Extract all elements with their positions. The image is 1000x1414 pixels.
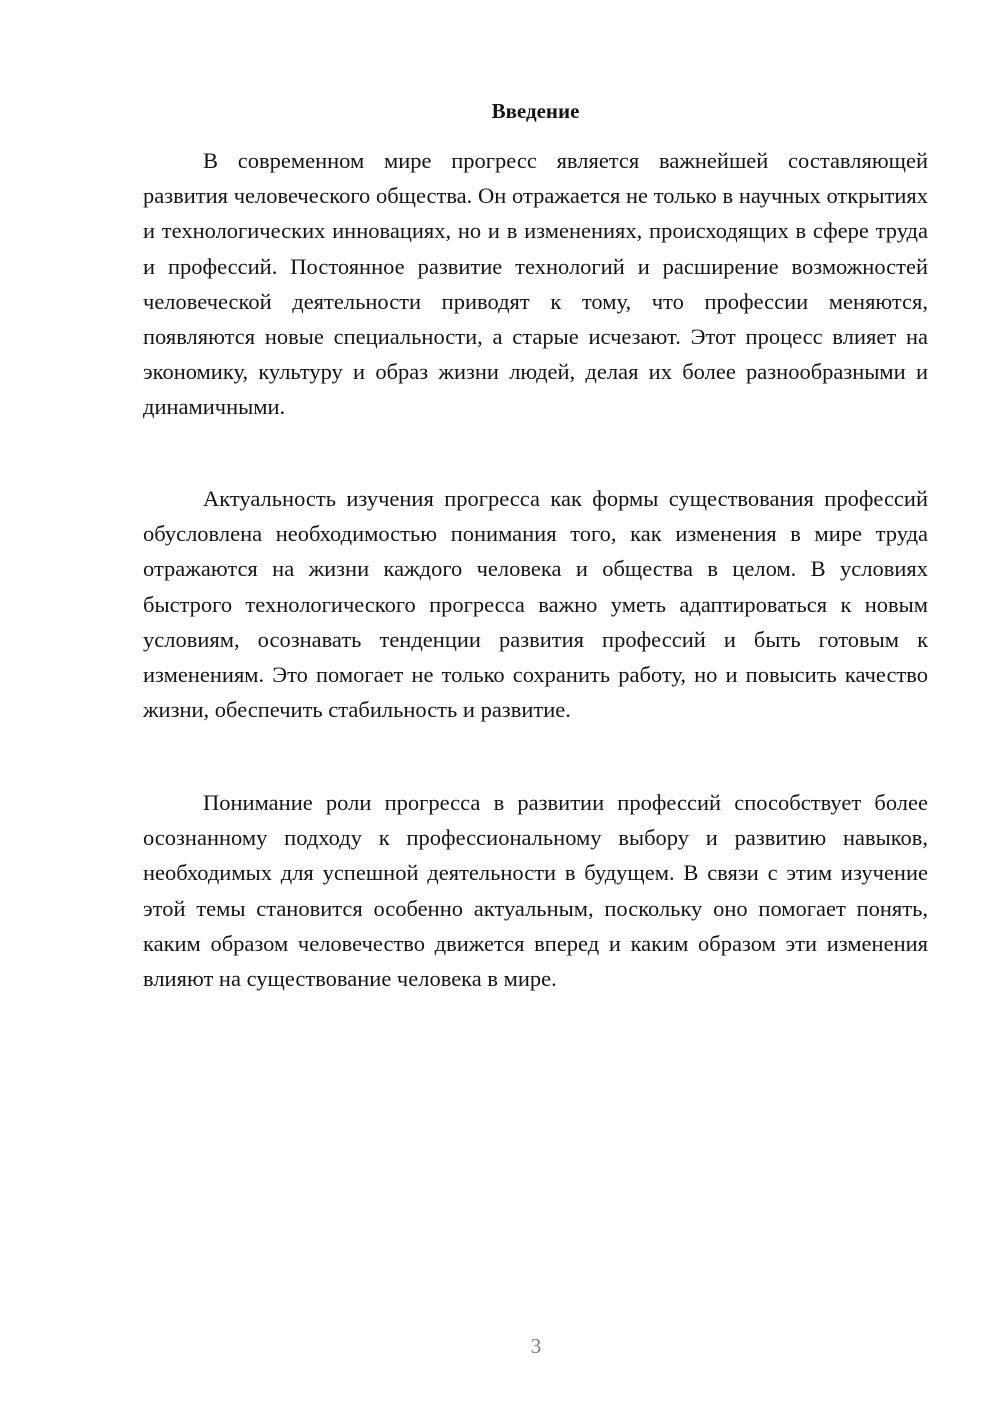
paragraph-1: В современном мире прогресс является важнейшей составляющей развития человеческого общества. Он отражается не только в научных открытиях и технологических инновациях, но и в изменениях, происходящих в сфере труда и профессий. Постоянное развитие технологий и расширение возможностей человеческой деятельности приводят к тому, что профессии меняются, появляются новые специальности, а старые исчезают. Этот процесс влияет на экономику, культуру и образ жизни людей, делая их более разнообразными и динамичными.: [143, 148, 928, 420]
section-heading: Введение: [491, 99, 580, 123]
paragraph-2: Актуальность изучения прогресса как формы существования профессий обусловлена необходимостью понимания того, как изменения в мире труда отражаются на жизни каждого человека и общества в целом. В условиях быстрого технологического прогресса важно уметь адаптироваться к новым условиям, осознавать тенденции развития профессий и быть готовым к изменениям. Это помогает не только сохранить работу, но и повысить качество жизни, обеспечить стабильность и развитие.: [143, 486, 928, 723]
page-number: 3: [530, 1334, 542, 1358]
paragraph-3: Понимание роли прогресса в развитии профессий способствует более осознанному подходу к профессиональному выбору и развитию навыков, необходимых для успешной деятельности в будущем. В связи с этим изучение этой темы становится особенно актуальным, поскольку оно помогает понять, каким образом человечество движется вперед и каким образом эти изменения влияют на существование человека в мире.: [143, 790, 928, 992]
